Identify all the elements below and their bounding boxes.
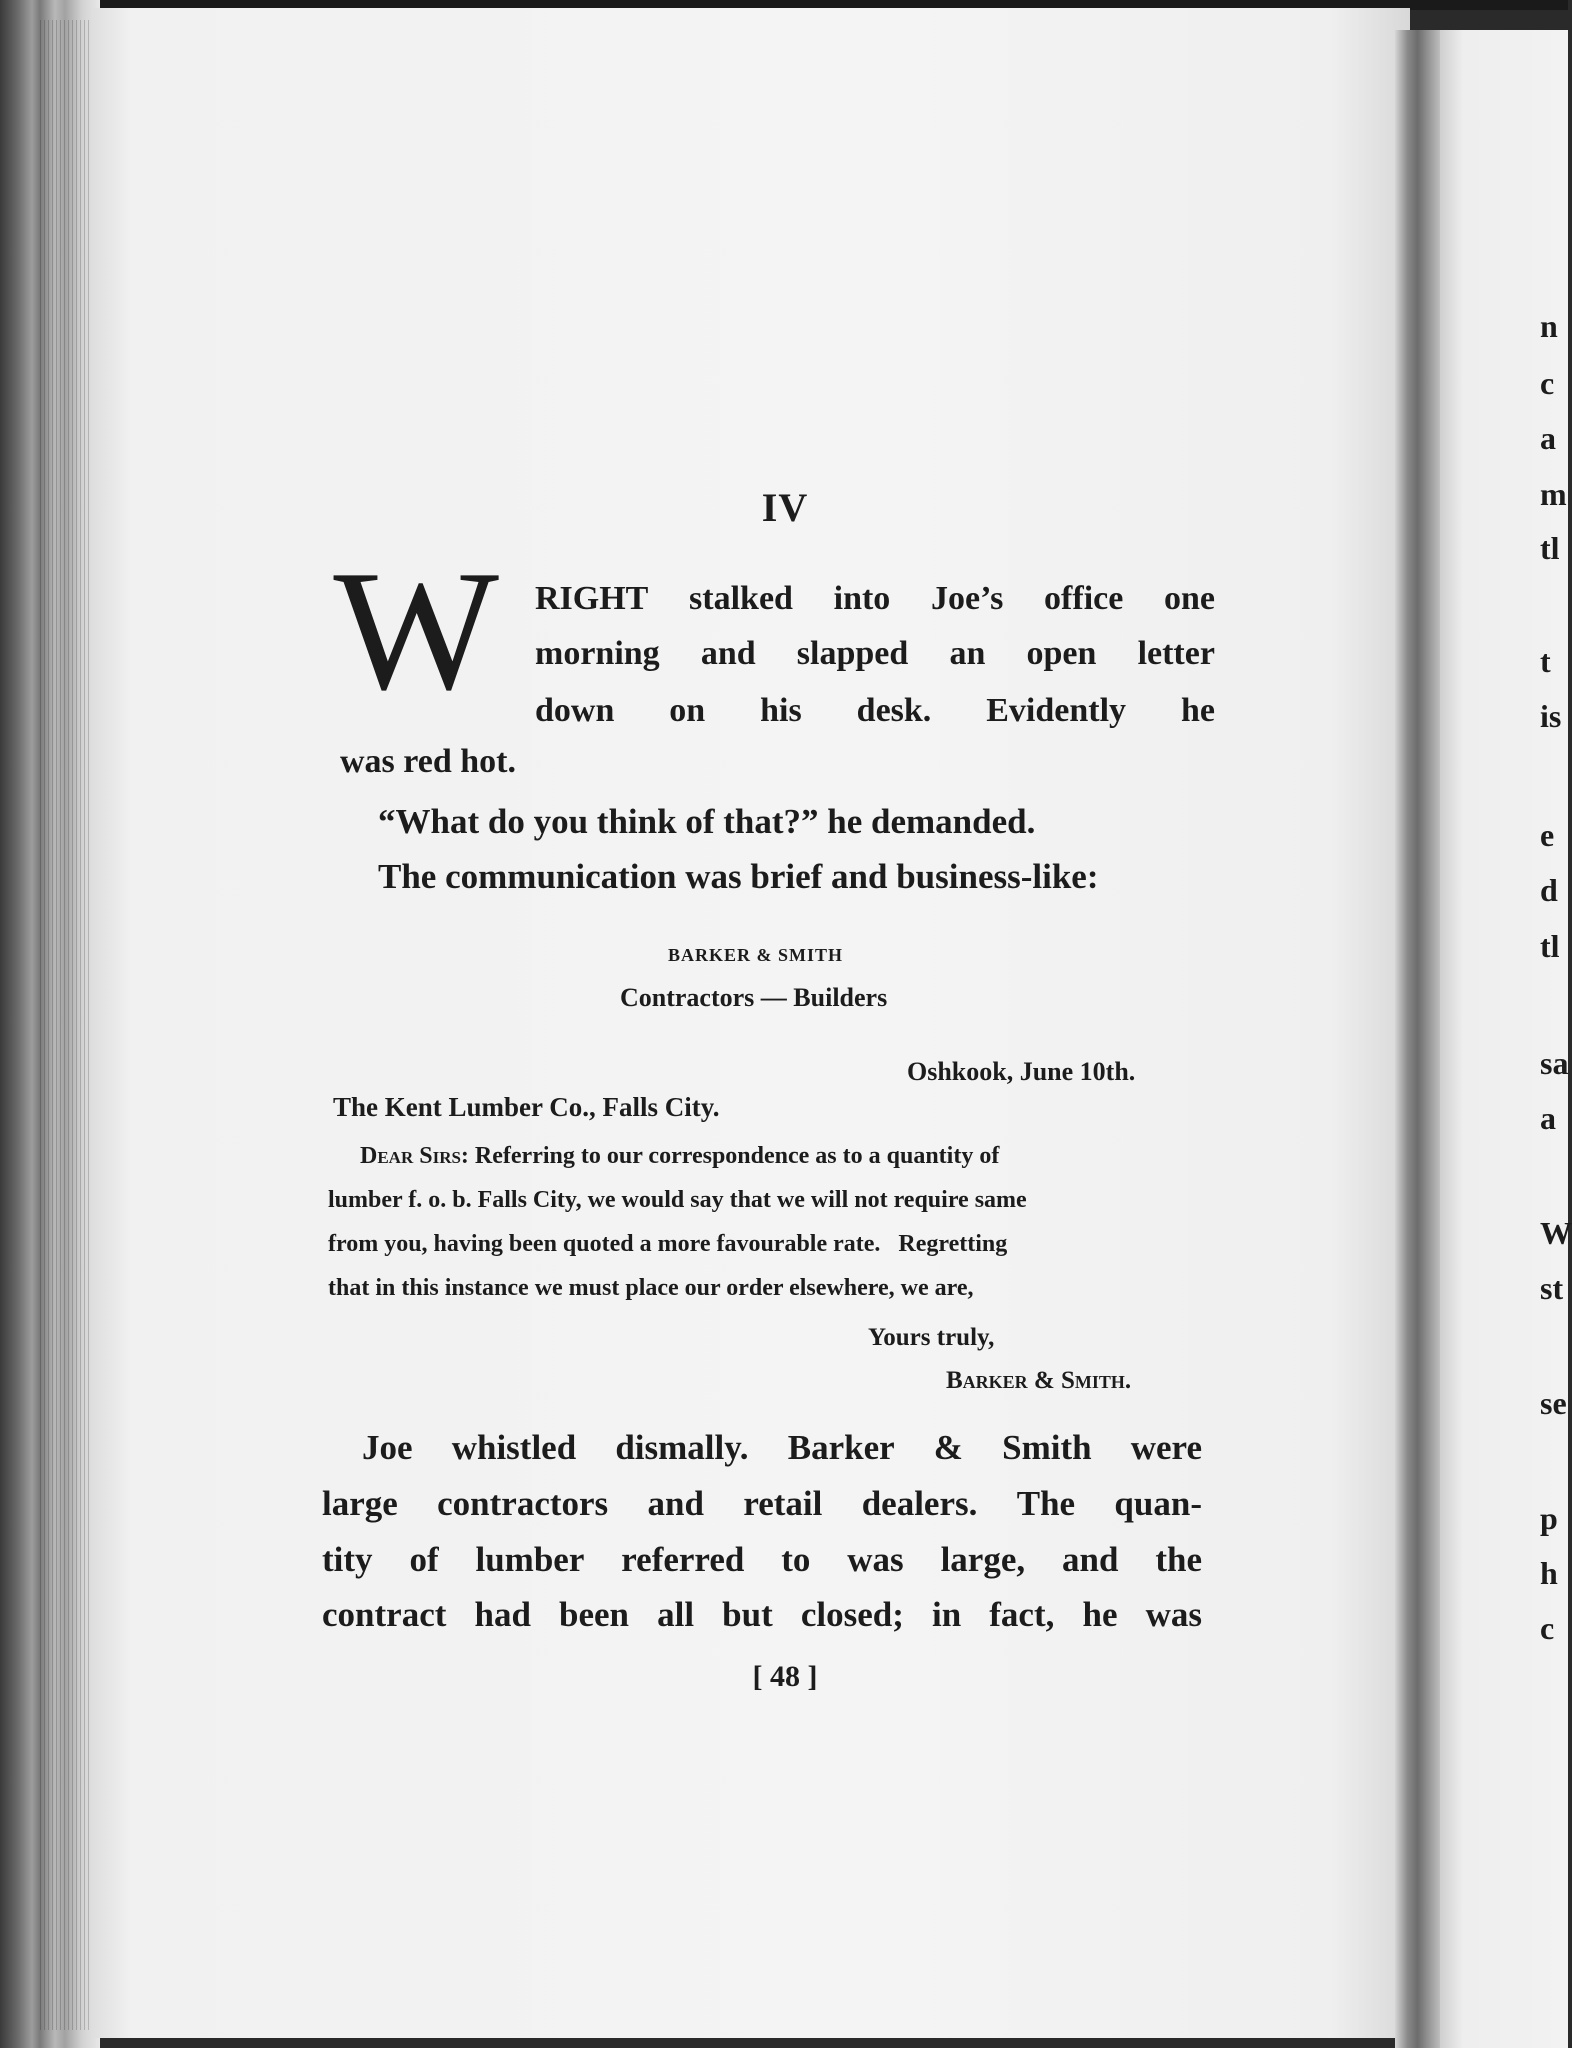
right-page-fragment: sa xyxy=(1540,1045,1569,1081)
book-page-edges xyxy=(0,0,100,2048)
letter-body-line: lumber f. o. b. Falls City, we would say that we will not require same xyxy=(328,1187,1027,1213)
letter-body-line: from you, having been quoted a more favourable rate. Regretting xyxy=(328,1231,1008,1257)
intro-line-1: RIGHT stalked into Joe’s office one xyxy=(535,580,1215,617)
right-page-fragment: n xyxy=(1540,308,1558,344)
paragraph-line: tity of lumber referred to was large, and the xyxy=(322,1540,1202,1579)
paragraph-line: “What do you think of that?” he demanded. xyxy=(378,802,1036,841)
right-page-fragment: m xyxy=(1540,476,1567,512)
right-page-fragment: d xyxy=(1540,872,1558,908)
book-gutter xyxy=(1395,30,1445,2048)
drop-cap: W xyxy=(333,536,499,726)
right-page-fragment: t xyxy=(1540,643,1551,679)
right-page-fragment: tl xyxy=(1540,530,1560,566)
right-page-fragment: se xyxy=(1540,1385,1567,1421)
letterhead-subtitle: Contractors — Builders xyxy=(620,983,888,1012)
right-page-fragment: c xyxy=(1540,365,1555,401)
paragraph-line: large contractors and retail dealers. The quan- xyxy=(322,1484,1202,1523)
paragraph-line: Joe whistled dismally. Barker & Smith were xyxy=(362,1428,1202,1467)
right-page-fragment: e xyxy=(1540,817,1555,853)
letterhead-firm: BARKER & SMITH xyxy=(668,945,844,965)
letter-closing: Yours truly, xyxy=(868,1324,995,1351)
right-page-fragment: tl xyxy=(1540,928,1560,964)
chapter-number: IV xyxy=(761,485,809,530)
paragraph-line: was red hot. xyxy=(340,743,516,780)
letter-body-line: that in this instance we must place our order elsewhere, we are, xyxy=(328,1275,974,1301)
left-page xyxy=(92,8,1410,2038)
paragraph-line: contract had been all but closed; in fact, he was xyxy=(322,1595,1202,1634)
right-page-fragment: W xyxy=(1540,1215,1572,1251)
right-page-fragment: h xyxy=(1540,1555,1558,1591)
page-number: [ 48 ] xyxy=(752,1660,818,1693)
paragraph-line: The communication was brief and business-like: xyxy=(378,857,1099,896)
right-page-fragment: a xyxy=(1540,420,1556,456)
letter-salutation: Dear Sirs: xyxy=(360,1143,469,1169)
letter-dateline: Oshkook, June 10th. xyxy=(907,1057,1136,1086)
right-page-fragment: a xyxy=(1540,1100,1556,1136)
right-page-fragment: c xyxy=(1540,1610,1555,1646)
letter-addressee: The Kent Lumber Co., Falls City. xyxy=(333,1092,720,1122)
right-page-fragment: is xyxy=(1540,698,1562,734)
intro-line-2: morning and slapped an open letter xyxy=(535,635,1215,672)
intro-line-3: down on his desk. Evidently he xyxy=(535,692,1215,729)
letter-body-line: Dear Sirs: Referring to our correspondence as to a quantity of xyxy=(360,1143,1000,1169)
right-page-fragment: p xyxy=(1540,1500,1558,1536)
right-page-fragment: st xyxy=(1540,1270,1564,1306)
letter-signature: Barker & Smith. xyxy=(946,1367,1132,1394)
